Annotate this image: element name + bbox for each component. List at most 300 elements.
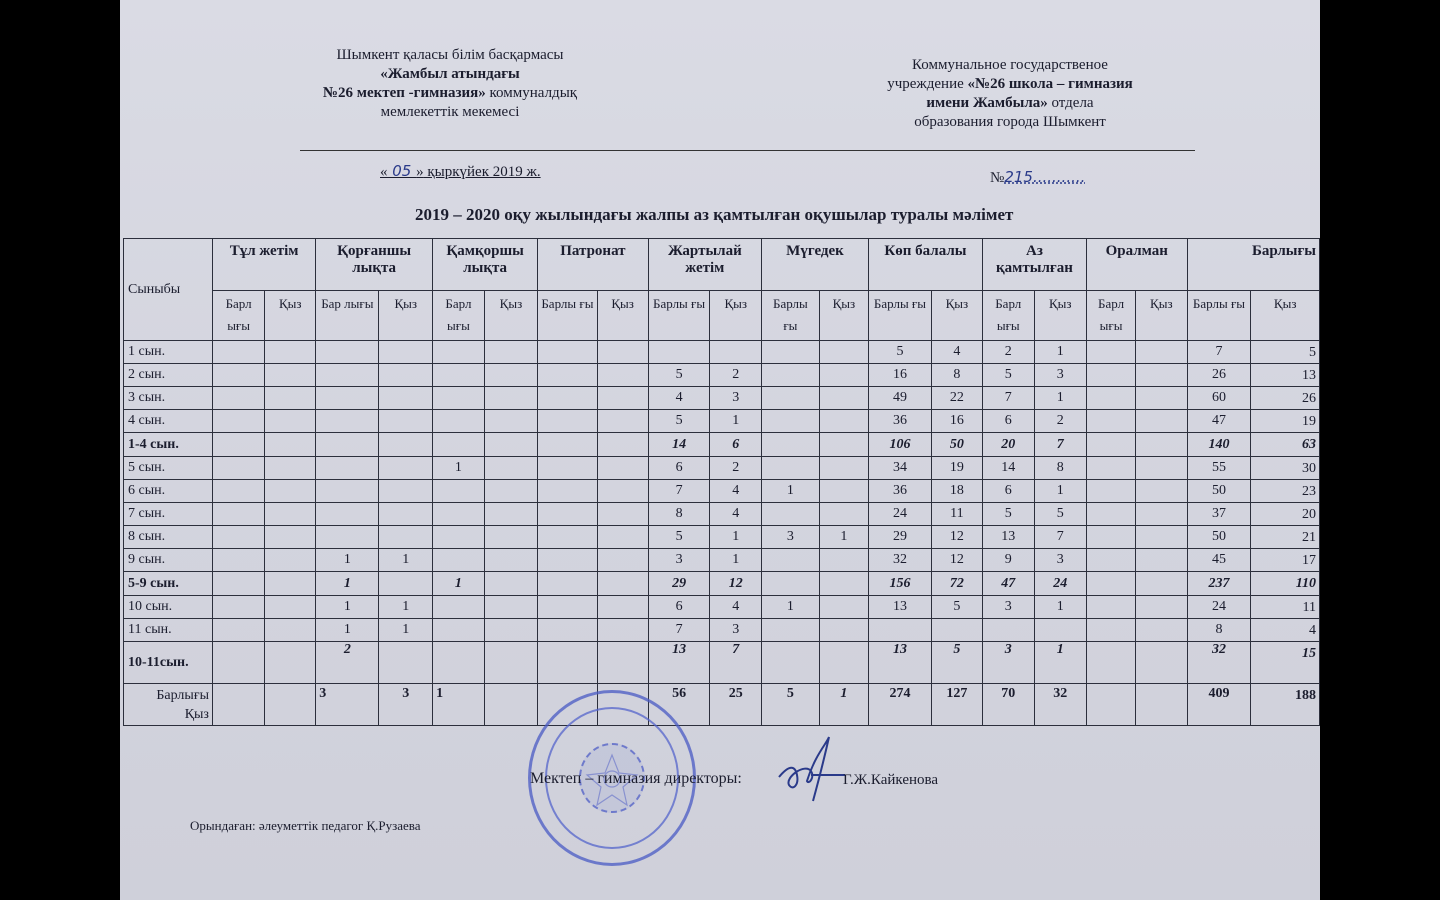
table-cell [212, 549, 264, 572]
header-left-line4: мемлекеттік мекемесі [380, 104, 520, 120]
table-cell [212, 619, 264, 642]
table-sub-header [124, 291, 1320, 341]
table-cell [316, 480, 379, 503]
table-cell: 6 [710, 433, 762, 457]
table-cell [379, 341, 433, 364]
date-open-quote: « [380, 164, 388, 180]
table-cell: 4 [710, 596, 762, 619]
table-row [124, 433, 1320, 457]
table-cell: 5 [931, 596, 982, 619]
table-cell [762, 364, 820, 387]
table-cell: 30 [1251, 457, 1320, 480]
table-cell: 8 [1034, 457, 1086, 480]
table-cell [212, 410, 264, 433]
table-cell: 1 [710, 526, 762, 549]
table-cell [484, 642, 537, 684]
table-cell: 50 [1187, 480, 1251, 503]
document-date [380, 162, 541, 181]
table-cell: 140 [1187, 433, 1251, 457]
table-row [124, 619, 1320, 642]
total-cell: 274 [868, 684, 931, 726]
table-cell: 20 [1251, 503, 1320, 526]
total-cell [212, 684, 264, 726]
table-cell: 8 [931, 364, 982, 387]
total-row-label [124, 684, 213, 726]
table-cell [1136, 364, 1187, 387]
sub-header: Қыз [1136, 291, 1187, 341]
table-cell [1087, 387, 1136, 410]
table-cell [1034, 619, 1086, 642]
table-cell: 24 [1034, 572, 1086, 596]
header-right-line3-rest: отдела [1047, 95, 1094, 111]
group-header: Жартылай жетім [648, 239, 761, 291]
total-cell: 188 [1251, 684, 1320, 726]
table-cell [538, 480, 598, 503]
table-cell: 49 [868, 387, 931, 410]
table-cell [265, 572, 316, 596]
sub-header: Қыз [1251, 291, 1320, 341]
table-cell: 3 [762, 526, 820, 549]
table-cell [762, 549, 820, 572]
table-cell: 1 [433, 457, 485, 480]
header-right-line3 [865, 94, 1155, 113]
table-cell [538, 526, 598, 549]
table-cell [379, 480, 433, 503]
table-cell [819, 480, 868, 503]
row-label: 2 сын. [124, 364, 213, 387]
table-cell [597, 503, 648, 526]
table-cell [433, 364, 485, 387]
table-cell [762, 572, 820, 596]
document-title: 2019 – 2020 оқу жылындағы жалпы аз қамтылған оқушылар туралы мәлімет [415, 205, 1014, 224]
table-cell: 72 [931, 572, 982, 596]
header-right-line4: образования города Шымкент [914, 114, 1106, 130]
table-cell [1136, 619, 1187, 642]
table-cell [1136, 480, 1187, 503]
table-cell: 13 [868, 596, 931, 619]
table-cell [538, 619, 598, 642]
header-left-line3 [280, 84, 620, 103]
row-label: 1-4 сын. [124, 433, 213, 457]
table-cell: 32 [1187, 642, 1251, 684]
table-cell: 60 [1187, 387, 1251, 410]
table-cell: 15 [1251, 642, 1320, 684]
table-cell: 3 [982, 596, 1034, 619]
table-cell [265, 341, 316, 364]
header-divider [300, 150, 1195, 151]
table-cell: 4 [931, 341, 982, 364]
table-cell [762, 457, 820, 480]
table-row [124, 549, 1320, 572]
table-row [124, 387, 1320, 410]
table-cell [762, 642, 820, 684]
table-row [124, 503, 1320, 526]
prepared-by: Орындаған: әлеуметтік педагог Қ.Рузаева [190, 818, 421, 833]
table-cell [316, 433, 379, 457]
table-cell: 18 [931, 480, 982, 503]
table-cell: 4 [1251, 619, 1320, 642]
table-cell: 5 [1034, 503, 1086, 526]
table-cell [819, 364, 868, 387]
table-cell: 5 [931, 642, 982, 684]
table-cell [710, 341, 762, 364]
sub-header: Барл ығы [982, 291, 1034, 341]
row-label: 11 сын. [124, 619, 213, 642]
table-cell: 19 [931, 457, 982, 480]
table-cell [762, 433, 820, 457]
table-row [124, 364, 1320, 387]
table-cell: 110 [1251, 572, 1320, 596]
table-cell: 1 [316, 572, 379, 596]
total-cell: 1 [433, 684, 485, 726]
sub-header: Бар лығы [316, 291, 379, 341]
table-cell [379, 410, 433, 433]
table-group-header [124, 239, 1320, 291]
table-cell [819, 619, 868, 642]
table-cell [316, 526, 379, 549]
number-label: № [990, 170, 1005, 186]
table-cell [1087, 341, 1136, 364]
table-cell [484, 410, 537, 433]
table-cell [212, 387, 264, 410]
director-name: Г.Ж.Кайкенова [843, 772, 939, 788]
sub-header: Барлы ғы [762, 291, 820, 341]
table-cell: 9 [982, 549, 1034, 572]
table-cell: 19 [1251, 410, 1320, 433]
table-cell [648, 341, 710, 364]
table-cell [597, 642, 648, 684]
table-cell [212, 503, 264, 526]
table-cell [1136, 549, 1187, 572]
table-cell [433, 619, 485, 642]
table-cell [931, 619, 982, 642]
table-cell [819, 387, 868, 410]
table-cell [433, 642, 485, 684]
table-cell: 55 [1187, 457, 1251, 480]
sub-header: Қыз [265, 291, 316, 341]
table-cell [212, 572, 264, 596]
table-cell [597, 572, 648, 596]
header-right-russian [865, 56, 1155, 132]
table-cell: 2 [316, 642, 379, 684]
total-cell: 5 [762, 684, 820, 726]
table-cell: 11 [1251, 596, 1320, 619]
table-cell [538, 341, 598, 364]
table-cell [484, 341, 537, 364]
row-label: 6 сын. [124, 480, 213, 503]
table-cell: 50 [931, 433, 982, 457]
table-cell: 12 [931, 526, 982, 549]
table-cell [819, 410, 868, 433]
table-cell [1087, 596, 1136, 619]
total-cell: 32 [1034, 684, 1086, 726]
table-cell [484, 433, 537, 457]
table-cell: 7 [1034, 433, 1086, 457]
table-cell [538, 642, 598, 684]
table-cell: 5 [648, 526, 710, 549]
table-cell [212, 596, 264, 619]
table-cell: 237 [1187, 572, 1251, 596]
table-cell: 2 [710, 457, 762, 480]
table-cell [379, 503, 433, 526]
table-cell: 2 [982, 341, 1034, 364]
table-cell: 6 [648, 596, 710, 619]
table-cell: 36 [868, 480, 931, 503]
table-cell [538, 457, 598, 480]
row-label: 10-11сын. [124, 642, 213, 684]
total-label-line1: Барлығы [156, 688, 209, 703]
total-cell [1136, 684, 1187, 726]
table-cell: 24 [868, 503, 931, 526]
table-cell [484, 619, 537, 642]
table-cell [316, 387, 379, 410]
table-cell: 34 [868, 457, 931, 480]
table-cell [819, 572, 868, 596]
table-cell [212, 457, 264, 480]
group-header: Барлығы [1187, 239, 1319, 291]
table-cell [379, 433, 433, 457]
table-cell [433, 341, 485, 364]
table-cell: 6 [982, 410, 1034, 433]
table-cell [538, 364, 598, 387]
table-cell: 47 [982, 572, 1034, 596]
table-cell [433, 480, 485, 503]
group-header: Мүгедек [762, 239, 869, 291]
table-cell: 12 [931, 549, 982, 572]
table-cell [597, 387, 648, 410]
total-cell: 25 [710, 684, 762, 726]
table-cell: 32 [868, 549, 931, 572]
table-total-row [124, 684, 1320, 726]
table-cell [484, 549, 537, 572]
table-cell [316, 503, 379, 526]
table-cell [597, 433, 648, 457]
table-cell [597, 526, 648, 549]
table-cell [484, 387, 537, 410]
sub-header: Барлы ғы [648, 291, 710, 341]
table-cell [212, 642, 264, 684]
document-number [990, 168, 1085, 187]
table-cell: 3 [648, 549, 710, 572]
table-cell [819, 596, 868, 619]
table-cell: 7 [648, 619, 710, 642]
header-left-school: №26 мектеп -гимназия» [322, 85, 486, 101]
table-cell [597, 457, 648, 480]
group-header: Көп балалы [868, 239, 982, 291]
table-row [124, 457, 1320, 480]
table-cell [265, 480, 316, 503]
table-cell: 1 [819, 526, 868, 549]
row-label: 4 сын. [124, 410, 213, 433]
table-cell: 29 [868, 526, 931, 549]
row-label: 1 сын. [124, 341, 213, 364]
table-cell [762, 387, 820, 410]
table-cell [1087, 410, 1136, 433]
sub-header: Қыз [597, 291, 648, 341]
table-cell [597, 480, 648, 503]
table-cell: 24 [1187, 596, 1251, 619]
table-cell [597, 619, 648, 642]
table-cell [597, 549, 648, 572]
table-cell: 5 [982, 503, 1034, 526]
table-cell: 50 [1187, 526, 1251, 549]
group-header: Тұл жетім [212, 239, 315, 291]
table-cell: 1 [1034, 596, 1086, 619]
table-cell: 23 [1251, 480, 1320, 503]
header-right-line1: Коммунальное государственое [912, 57, 1108, 73]
table-cell: 21 [1251, 526, 1320, 549]
table-cell [484, 526, 537, 549]
total-label-line2: Қыз [184, 707, 209, 722]
table-cell [538, 503, 598, 526]
table-cell [597, 341, 648, 364]
table-row [124, 642, 1320, 684]
table-cell: 1 [710, 410, 762, 433]
date-close-quote: » [416, 164, 424, 180]
table-cell: 13 [982, 526, 1034, 549]
table-cell [316, 410, 379, 433]
table-cell [819, 503, 868, 526]
table-cell: 5 [1251, 341, 1320, 364]
table-cell: 63 [1251, 433, 1320, 457]
table-cell [538, 549, 598, 572]
table-cell: 156 [868, 572, 931, 596]
header-right-school: «№26 школа – гимназия [967, 76, 1133, 92]
sub-header: Қыз [931, 291, 982, 341]
table-cell [1087, 480, 1136, 503]
table-cell [819, 433, 868, 457]
sub-header: Қыз [379, 291, 433, 341]
table-cell: 7 [982, 387, 1034, 410]
table-cell [1087, 433, 1136, 457]
table-cell: 5 [982, 364, 1034, 387]
table-cell: 11 [931, 503, 982, 526]
table-cell [538, 433, 598, 457]
table-cell [265, 364, 316, 387]
sub-header: Барл ығы [212, 291, 264, 341]
row-label: 5 сын. [124, 457, 213, 480]
table-cell [1136, 526, 1187, 549]
table-cell [433, 387, 485, 410]
table-cell: 4 [648, 387, 710, 410]
table-cell: 6 [982, 480, 1034, 503]
sub-header: Қыз [1034, 291, 1086, 341]
table-cell [484, 596, 537, 619]
table-cell: 3 [710, 387, 762, 410]
table-cell [1087, 457, 1136, 480]
table-cell [1087, 503, 1136, 526]
table-cell [433, 410, 485, 433]
table-cell: 2 [1034, 410, 1086, 433]
signature-icon [775, 735, 850, 805]
table-cell [484, 572, 537, 596]
table-cell: 1 [710, 549, 762, 572]
table-cell [433, 526, 485, 549]
table-cell [1087, 364, 1136, 387]
table-cell [484, 480, 537, 503]
table-cell: 1 [379, 619, 433, 642]
row-label: 9 сын. [124, 549, 213, 572]
table-cell [538, 387, 598, 410]
header-left-line3-rest: коммуналдық [485, 85, 578, 101]
table-cell [538, 572, 598, 596]
table-cell: 16 [931, 410, 982, 433]
table-cell [1136, 341, 1187, 364]
sub-header: Қыз [710, 291, 762, 341]
table-cell [212, 526, 264, 549]
table-cell [212, 433, 264, 457]
table-cell: 4 [710, 480, 762, 503]
table-cell: 8 [648, 503, 710, 526]
table-cell: 1 [762, 480, 820, 503]
total-cell: 70 [982, 684, 1034, 726]
total-cell: 127 [931, 684, 982, 726]
total-cell [1087, 684, 1136, 726]
table-cell [484, 457, 537, 480]
table-cell [1136, 433, 1187, 457]
table-cell [1136, 596, 1187, 619]
group-header: Патронат [538, 239, 649, 291]
table-cell [819, 642, 868, 684]
table-cell: 47 [1187, 410, 1251, 433]
number-handwritten: 215........... [1004, 168, 1086, 186]
table-cell: 8 [1187, 619, 1251, 642]
signature-label: Мектеп – гимназия директоры: [530, 770, 742, 787]
sub-header: Барл ығы [433, 291, 485, 341]
table-cell [379, 526, 433, 549]
total-cell: 409 [1187, 684, 1251, 726]
table-cell [316, 341, 379, 364]
total-cell: 1 [819, 684, 868, 726]
table-row [124, 572, 1320, 596]
table-cell [379, 457, 433, 480]
table-cell [433, 503, 485, 526]
table-cell: 3 [1034, 364, 1086, 387]
table-cell [762, 410, 820, 433]
table-cell: 13 [868, 642, 931, 684]
table-cell: 20 [982, 433, 1034, 457]
sub-header: Барл ығы [1087, 291, 1136, 341]
table-cell: 7 [648, 480, 710, 503]
table-cell: 22 [931, 387, 982, 410]
table-cell [1087, 572, 1136, 596]
table-cell [1136, 572, 1187, 596]
table-cell: 1 [1034, 387, 1086, 410]
table-cell [265, 549, 316, 572]
table-cell: 17 [1251, 549, 1320, 572]
table-cell: 3 [1034, 549, 1086, 572]
table-cell [265, 433, 316, 457]
header-right-line2 [865, 75, 1155, 94]
table-row [124, 596, 1320, 619]
table-cell [762, 503, 820, 526]
table-cell: 1 [762, 596, 820, 619]
table-cell: 36 [868, 410, 931, 433]
table-cell [1087, 619, 1136, 642]
total-cell: 56 [648, 684, 710, 726]
table-cell: 45 [1187, 549, 1251, 572]
table-cell: 13 [1251, 364, 1320, 387]
table-cell [212, 341, 264, 364]
table-cell: 1 [316, 596, 379, 619]
statistics-table [123, 238, 1320, 726]
total-cell [484, 684, 537, 726]
table-cell [433, 433, 485, 457]
total-cell: 3 [379, 684, 433, 726]
table-cell [265, 526, 316, 549]
table-cell [1136, 410, 1187, 433]
table-cell: 1 [1034, 642, 1086, 684]
